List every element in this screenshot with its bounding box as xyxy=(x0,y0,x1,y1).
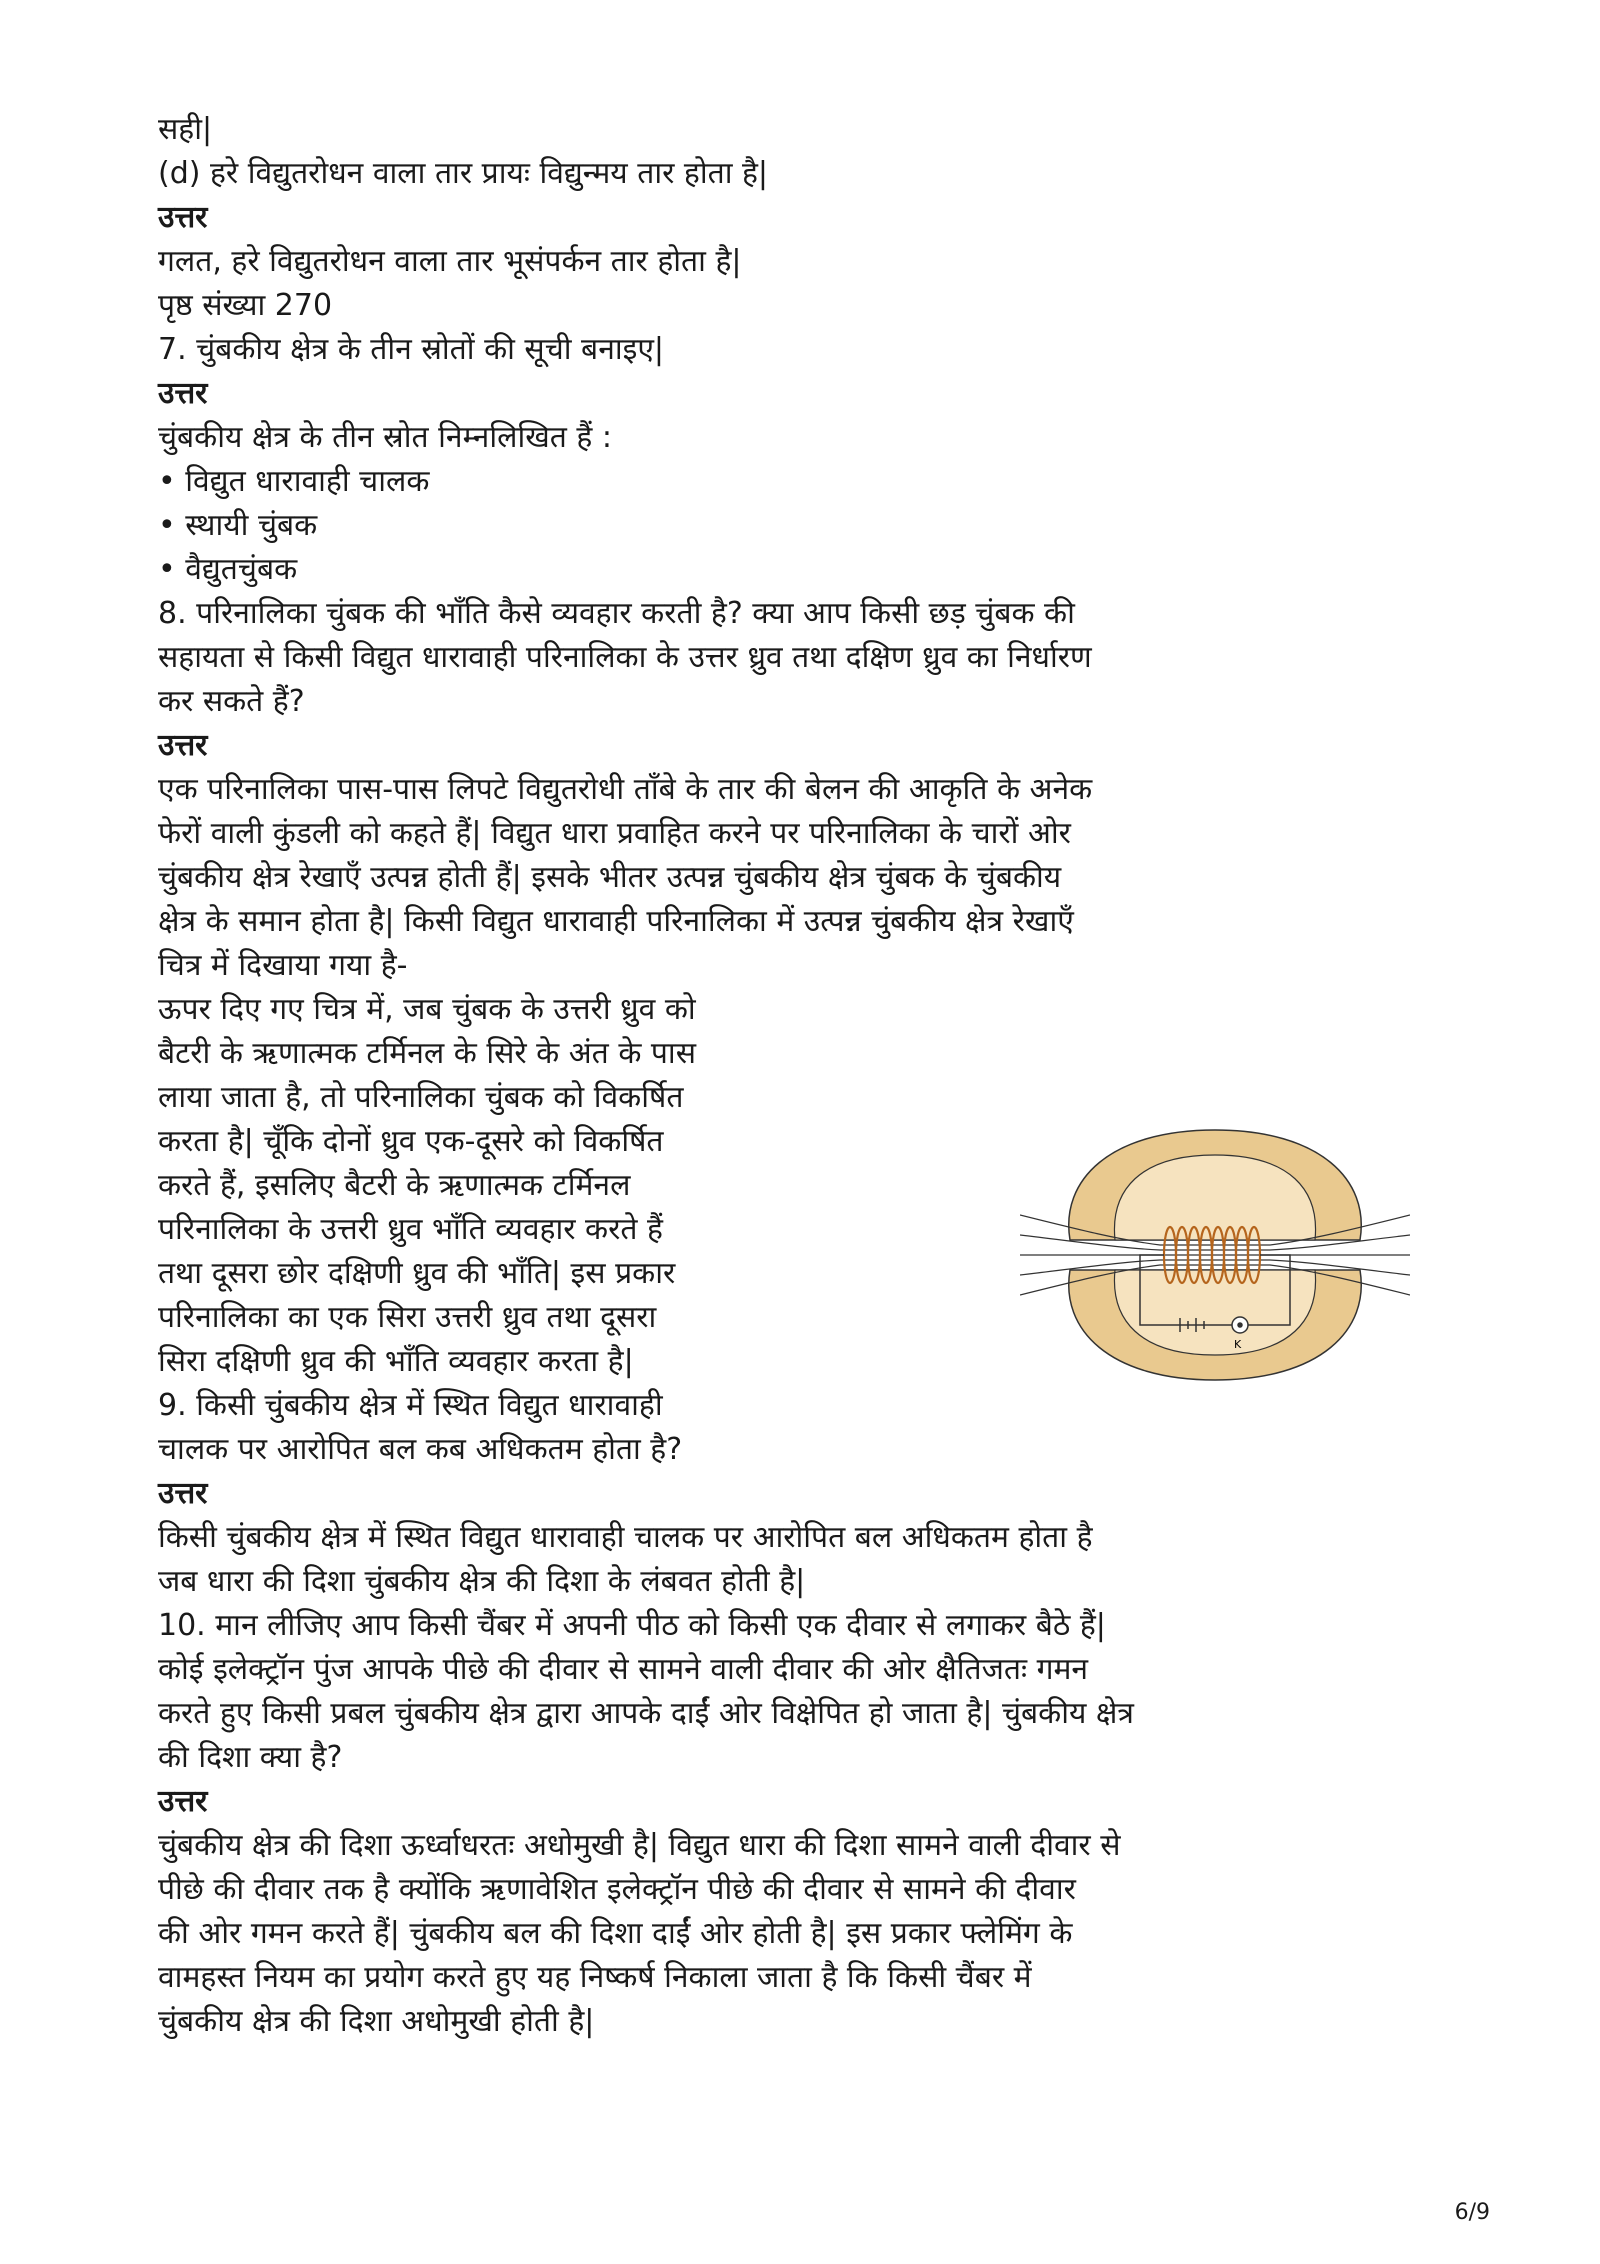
text-line: • वैद्युतचुंबक xyxy=(158,552,298,587)
text-line: की ओर गमन करते हैं| चुंबकीय बल की दिशा दाईं ओर होती है| इस प्रकार फ्लेमिंग के xyxy=(158,1916,1073,1951)
text-line: चुंबकीय क्षेत्र के तीन स्रोत निम्नलिखित हैं : xyxy=(158,420,612,455)
text-line: ऊपर दिए गए चित्र में, जब चुंबक के उत्तरी ध्रुव को xyxy=(158,992,696,1027)
text-line: चित्र में दिखाया गया है- xyxy=(158,948,408,983)
solenoid-field-svg xyxy=(1020,1120,1410,1390)
text-line: करता है| चूँकि दोनों ध्रुव एक-दूसरे को विकर्षित xyxy=(158,1124,664,1159)
text-block-top xyxy=(158,108,1448,988)
text-line: चुंबकीय क्षेत्र की दिशा अधोमुखी होती है| xyxy=(158,2004,595,2039)
text-line: वामहस्त नियम का प्रयोग करते हुए यह निष्कर्ष निकाला जाता है कि किसी चैंबर में xyxy=(158,1960,1032,1995)
text-line: सिरा दक्षिणी ध्रुव की भाँति व्यवहार करता है| xyxy=(158,1344,634,1379)
document-body xyxy=(158,108,1448,2044)
text-line: पीछे की दीवार तक है क्योंकि ऋणावेशित इलेक्ट्रॉन पीछे की दीवार से सामने की दीवार xyxy=(158,1872,1076,1907)
text-line: किसी चुंबकीय क्षेत्र में स्थित विद्युत धारावाही चालक पर आरोपित बल अधिकतम होता है xyxy=(158,1520,1093,1555)
answer-heading: उत्तर xyxy=(158,1476,208,1511)
answer-heading: उत्तर xyxy=(158,200,208,235)
text-line: फेरों वाली कुंडली को कहते हैं| विद्युत धारा प्रवाहित करने पर परिनालिका के चारों ओर xyxy=(158,816,1071,851)
text-line: गलत, हरे विद्युतरोधन वाला तार भूसंपर्कन तार होता है| xyxy=(158,244,742,279)
page-number: 6/9 xyxy=(1454,2200,1490,2225)
text-line: 9. किसी चुंबकीय क्षेत्र में स्थित विद्युत धारावाही xyxy=(158,1388,663,1423)
switch-label: K xyxy=(1234,1338,1242,1351)
text-line: सही| xyxy=(158,112,213,147)
solenoid-field-diagram xyxy=(1020,1120,1410,1390)
text-line: चुंबकीय क्षेत्र रेखाएँ उत्पन्न होती हैं| इसके भीतर उत्पन्न चुंबकीय क्षेत्र चुंबक के चुंबकीय xyxy=(158,860,1062,895)
text-line: 8. परिनालिका चुंबक की भाँति कैसे व्यवहार करती है? क्या आप किसी छड़ चुंबक की xyxy=(158,596,1075,631)
text-line: कोई इलेक्ट्रॉन पुंज आपके पीछे की दीवार से सामने वाली दीवार की ओर क्षैतिजतः गमन xyxy=(158,1652,1089,1687)
text-line: परिनालिका के उत्तरी ध्रुव भाँति व्यवहार करते हैं xyxy=(158,1212,663,1247)
text-block-bottom xyxy=(158,1472,1448,2044)
answer-heading: उत्तर xyxy=(158,376,208,411)
text-line: 10. मान लीजिए आप किसी चैंबर में अपनी पीठ को किसी एक दीवार से लगाकर बैठे हैं| xyxy=(158,1608,1106,1643)
text-line: परिनालिका का एक सिरा उत्तरी ध्रुव तथा दूसरा xyxy=(158,1300,657,1335)
text-line: (d) हरे विद्युतरोधन वाला तार प्रायः विद्युन्मय तार होता है| xyxy=(158,156,769,191)
text-line: की दिशा क्या है? xyxy=(158,1740,343,1775)
text-line: तथा दूसरा छोर दक्षिणी ध्रुव की भाँति| इस प्रकार xyxy=(158,1256,676,1291)
text-line: बैटरी के ऋणात्मक टर्मिनल के सिरे के अंत के पास xyxy=(158,1036,696,1071)
text-line: करते हुए किसी प्रबल चुंबकीय क्षेत्र द्वारा आपके दाईं ओर विक्षेपित हो जाता है| चुंबकीय क्षेत्र xyxy=(158,1696,1134,1731)
text-block-beside-figure xyxy=(158,988,918,1472)
text-line: चालक पर आरोपित बल कब अधिकतम होता है? xyxy=(158,1432,683,1467)
text-line: एक परिनालिका पास-पास लिपटे विद्युतरोधी ताँबे के तार की बेलन की आकृति के अनेक xyxy=(158,772,1093,807)
text-line: • स्थायी चुंबक xyxy=(158,508,318,543)
answer-heading: उत्तर xyxy=(158,728,208,763)
text-line: पृष्ठ संख्या 270 xyxy=(158,288,333,323)
text-line: चुंबकीय क्षेत्र की दिशा ऊर्ध्वाधरतः अधोमुखी है| विद्युत धारा की दिशा सामने वाली दीवार से xyxy=(158,1828,1121,1863)
text-line: जब धारा की दिशा चुंबकीय क्षेत्र की दिशा के लंबवत होती है| xyxy=(158,1564,806,1599)
text-line: क्षेत्र के समान होता है| किसी विद्युत धारावाही परिनालिका में उत्पन्न चुंबकीय क्षेत्र रेखाएँ xyxy=(158,904,1074,939)
text-line: करते हैं, इसलिए बैटरी के ऋणात्मक टर्मिनल xyxy=(158,1168,631,1203)
text-line: लाया जाता है, तो परिनालिका चुंबक को विकर्षित xyxy=(158,1080,684,1115)
text-line: 7. चुंबकीय क्षेत्र के तीन स्रोतों की सूची बनाइए| xyxy=(158,332,665,367)
text-line: • विद्युत धारावाही चालक xyxy=(158,464,430,499)
answer-heading: उत्तर xyxy=(158,1784,208,1819)
text-line: कर सकते हैं? xyxy=(158,684,305,719)
text-line: सहायता से किसी विद्युत धारावाही परिनालिका के उत्तर ध्रुव तथा दक्षिण ध्रुव का निर्धारण xyxy=(158,640,1092,675)
